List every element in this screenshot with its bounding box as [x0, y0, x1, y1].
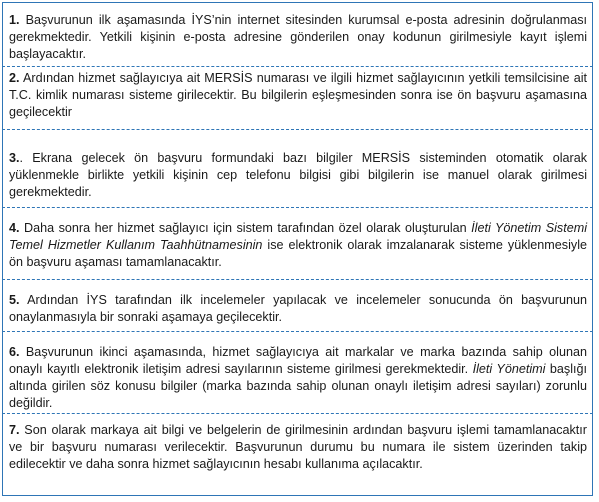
- step-text: Başvurunun ikinci aşamasında, hizmet sağlayıcıya ait markalar ve marka bazında sahip olunan onaylı kayıtlı elektronik iletişim adresi sayılarının sisteme girilmesi gerekmektedir.: [9, 345, 587, 376]
- step-2: [9, 70, 587, 121]
- step-divider: [2, 279, 593, 280]
- step-1: [9, 12, 587, 63]
- step-text: başlığı altında girilen söz konusu bilgiler (marka bazında sahip olunan onaylı iletişim adresi sayıları) zorunlu değildir.: [9, 362, 588, 410]
- step-number: 4.: [9, 221, 20, 235]
- step-divider: [2, 331, 593, 332]
- step-6: [9, 344, 587, 412]
- step-number: 2.: [9, 71, 20, 85]
- step-number: 6.: [9, 345, 20, 359]
- step-number: 7.: [9, 423, 20, 437]
- step-text: Başvurunun ilk aşamasında İYS’nin internet sitesinden kurumsal e-posta adresinin doğrulanması gerekmektedir. Yetkili kişinin e-posta adresine gönderilen onay kodunun girilmesiyle kayıt işlemi başlayacaktır.: [9, 13, 587, 61]
- step-7: [9, 422, 587, 473]
- step-divider: [2, 66, 593, 67]
- step-number: 1.: [9, 13, 20, 27]
- step-number: 5.: [9, 293, 20, 307]
- step-italic-title: İleti Yönetim Sistemi Temel Hizmetler Kullanım Taahhütnamesinin: [9, 221, 587, 252]
- step-5: [9, 292, 587, 326]
- step-italic-title: İleti Yönetimi: [472, 362, 546, 376]
- step-divider: [2, 413, 593, 414]
- step-divider: [2, 207, 593, 208]
- step-text: Ardından İYS tarafından ilk incelemeler yapılacak ve incelemeler sonucunda ön başvurunun onaylanmasıyla bir sonraki aşamaya geçilecektir.: [9, 293, 587, 324]
- step-text: Ardından hizmet sağlayıcıya ait MERSİS numarası ve ilgili hizmet sağlayıcının yetkili temsilcisine ait T.C. kimlik numarası sisteme girilecektir. Bu bilgilerin eşleşmesinden sonra ise ön başvuru aşamasına geçilecektir: [9, 71, 587, 119]
- step-3: [9, 150, 587, 201]
- step-4: [9, 220, 587, 271]
- step-text: Son olarak markaya ait bilgi ve belgelerin de girilmesinin ardından başvuru işlemi tamamlanacaktır ve bir başvuru numarası verilecektir. Başvurunun durumu bu numara ile sistem üzerinden takip edilecektir ve daha sonra hizmet sağlayıcının hesabı kullanıma açılacaktır.: [9, 423, 587, 471]
- step-text: Daha sonra her hizmet sağlayıcı için sistem tarafından özel olarak oluşturulan: [19, 221, 472, 235]
- step-text: . Ekrana gelecek ön başvuru formundaki bazı bilgiler MERSİS sisteminden otomatik olarak yüklenmekle birlikte yetkili kişinin cep telefonu bilgisi gibi bilgilerin ise manuel olarak girilmesi gerekmektedir.: [9, 151, 587, 199]
- step-number: 3.: [9, 151, 20, 165]
- step-divider: [2, 129, 593, 130]
- step-text: ise elektronik olarak imzalanarak sisteme yüklenmesiyle ön başvuru aşaması tamamlanacaktır.: [9, 238, 587, 269]
